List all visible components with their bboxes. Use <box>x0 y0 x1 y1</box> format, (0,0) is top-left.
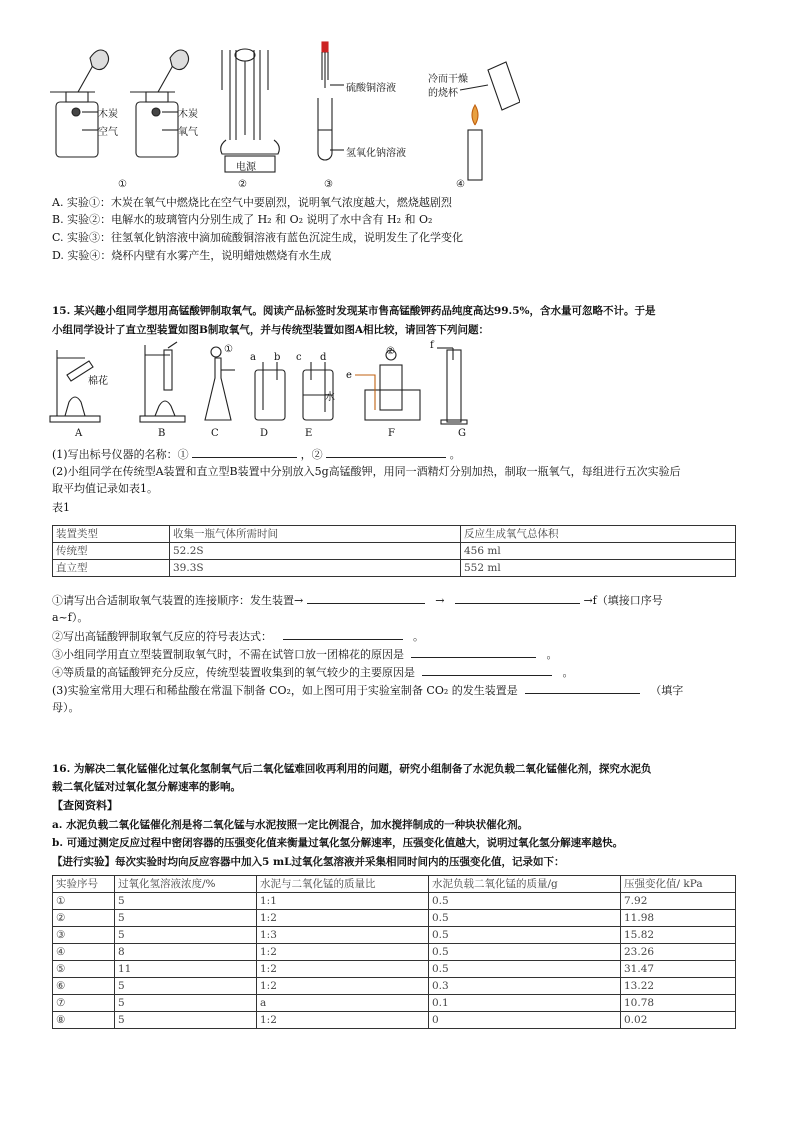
figure-number-3: ③ <box>324 179 333 190</box>
table-cell: 传统型 <box>53 543 170 560</box>
table-cell: 0.3 <box>429 978 621 995</box>
table-cell: 1:2 <box>257 1012 429 1029</box>
label-oxygen: 氧气 <box>178 127 198 138</box>
table-cell: ③ <box>53 927 115 944</box>
answer-blank-6[interactable] <box>411 647 536 658</box>
q15-stem-line-2: 小组同学设计了直立型装置如图B制取氧气，并与传统型装置如图A相比较，请回答下列问题： <box>52 324 490 336</box>
figure-number-1: ① <box>118 179 127 190</box>
table-cell: 10.78 <box>621 995 736 1012</box>
table-header-cell: 装置类型 <box>53 526 170 543</box>
table-cell: 直立型 <box>53 560 170 577</box>
table-cell: 0.5 <box>429 910 621 927</box>
figure-3-dropper-tube <box>318 42 344 160</box>
table-header-cell: 水泥负载二氧化锰的质量/g <box>429 876 621 893</box>
q15-s3 <box>52 647 558 662</box>
answer-blank-8[interactable] <box>525 683 640 694</box>
table-cell: 456 ml <box>461 543 736 560</box>
table-header-row <box>53 876 736 893</box>
table-cell: 0.5 <box>429 927 621 944</box>
table-row <box>53 1012 736 1029</box>
label-beaker-1: 冷而干燥 <box>428 74 468 85</box>
apparatus-mark-water: 水 <box>325 392 335 403</box>
apparatus-g <box>437 348 467 424</box>
table-header-cell: 收集一瓶气体所需时间 <box>170 526 461 543</box>
answer-blank-5[interactable] <box>283 629 403 640</box>
q16-stem-line-1: 16. 为解决二氧化锰催化过氧化氢制氧气后二氧化锰难回收再利用的问题，研究小组制备了水泥负载二氧化锰催化剂，探究水泥负 <box>52 763 652 775</box>
table-cell: ⑧ <box>53 1012 115 1029</box>
apparatus-label-f: F <box>388 428 395 439</box>
q15-s3-suffix: 。 <box>546 648 558 661</box>
apparatus-label-c: C <box>211 428 219 439</box>
table-cell: 1:1 <box>257 893 429 910</box>
figure-1-charcoal-oxygen <box>130 50 189 157</box>
table-row <box>53 560 736 577</box>
label-naoh: 氢氧化钠溶液 <box>346 148 406 159</box>
table-cell: ① <box>53 893 115 910</box>
q15-sub2-line-1: (2)小组同学在传统型A装置和直立型B装置中分别放入5g高锰酸钾，用同一酒精灯分别加热，制取一瓶氧气，每组进行五次实验后 <box>52 465 681 478</box>
table-cell: a <box>257 995 429 1012</box>
q15-sub1-prefix: (1)写出标号仪器的名称：① <box>52 448 189 461</box>
q15-s1-prefix: ①请写出合适制取氧气装置的连接顺序：发生装置→ <box>52 594 304 607</box>
table-cell: 0.1 <box>429 995 621 1012</box>
figure-4-candle-beaker <box>460 62 520 180</box>
figure-2-electrolysis <box>221 49 280 172</box>
table-cell: 7.92 <box>621 893 736 910</box>
q16-stem-line-2: 载二氧化锰对过氧化氢分解速率的影响。 <box>52 781 241 793</box>
table-cell: 15.82 <box>621 927 736 944</box>
q16-info-a: a. 水泥负载二氧化锰催化剂是将二氧化锰与水泥按照一定比例混合，加水搅拌制成的一种块状催化剂。 <box>52 819 529 831</box>
q15-s5 <box>52 683 683 698</box>
apparatus-mark-cotton: 棉花 <box>88 376 108 387</box>
apparatus-label-a: A <box>75 428 83 439</box>
q14-option-d: D. 实验④：烧杯内壁有水雾产生，说明蜡烛燃烧有水生成 <box>52 249 332 262</box>
label-cuso4: 硫酸铜溶液 <box>346 83 396 94</box>
table-cell: 11.98 <box>621 910 736 927</box>
q15-s1-arrow: → <box>435 594 445 607</box>
table-row <box>53 995 736 1012</box>
table-cell: 5 <box>115 910 257 927</box>
q15-table-caption: 表1 <box>52 501 70 514</box>
answer-blank-3[interactable] <box>307 593 425 604</box>
table-row <box>53 978 736 995</box>
apparatus-mark-c: c <box>296 352 302 363</box>
q15-s2 <box>52 629 424 644</box>
table-cell: 5 <box>115 995 257 1012</box>
answer-blank-7[interactable] <box>422 665 552 676</box>
table-header-row <box>53 526 736 543</box>
table-cell: 552 ml <box>461 560 736 577</box>
table-row <box>53 944 736 961</box>
table-cell: 13.22 <box>621 978 736 995</box>
table-cell: 39.3S <box>170 560 461 577</box>
label-air: 空气 <box>98 127 118 138</box>
table-cell: 5 <box>115 893 257 910</box>
table-header-cell: 水泥与二氧化锰的质量比 <box>257 876 429 893</box>
table-cell: 31.47 <box>621 961 736 978</box>
q15-sub1-suffix: 。 <box>449 448 461 461</box>
q14-option-a: A. 实验①：木炭在氧气中燃烧比在空气中要剧烈，说明氧气浓度越大，燃烧越剧烈 <box>52 196 452 209</box>
q16-experiment: 【进行实验】每次实验时均向反应容器中加入5 mL过氧化氢溶液并采集相同时间内的压强变化值，记录如下： <box>52 856 565 868</box>
apparatus-mark-a: a <box>250 352 256 363</box>
table-cell: 1:2 <box>257 961 429 978</box>
table-header-cell: 过氧化氢溶液浓度/% <box>115 876 257 893</box>
q15-s1-cont: a~f）。 <box>52 611 89 624</box>
q15-sub1-mid: ，② <box>300 448 323 461</box>
apparatus-mark-d: d <box>320 352 327 363</box>
q15-sub1 <box>52 447 461 462</box>
table-cell: 5 <box>115 927 257 944</box>
label-power: 电源 <box>236 162 256 173</box>
q15-stem-line-1: 15. 某兴趣小组同学想用高锰酸钾制取氧气。阅读产品标签时发现某市售高锰酸钾药品纯度高达99.5%，含水量可忽略不计。于是 <box>52 305 656 317</box>
apparatus-mark-e: e <box>346 370 352 381</box>
table-cell: 23.26 <box>621 944 736 961</box>
q15-s5-suffix: （填字 <box>650 684 684 697</box>
table-row <box>53 961 736 978</box>
label-beaker-2: 的烧杯 <box>428 88 458 99</box>
table-row <box>53 927 736 944</box>
q15-s1 <box>52 593 663 608</box>
table-row <box>53 543 736 560</box>
q14-option-c: C. 实验③：往氢氧化钠溶液中滴加硫酸铜溶液有蓝色沉淀生成，说明发生了化学变化 <box>52 231 464 244</box>
apparatus-mark-f: f <box>430 340 434 351</box>
answer-blank-4[interactable] <box>455 593 580 604</box>
apparatus-f <box>355 350 420 420</box>
table-cell: 0.02 <box>621 1012 736 1029</box>
answer-blank-2[interactable] <box>326 447 446 458</box>
table-cell: 0.5 <box>429 944 621 961</box>
figure-number-2: ② <box>238 179 247 190</box>
table-cell: 5 <box>115 978 257 995</box>
q15-s2-prefix: ②写出高锰酸钾制取氧气反应的符号表达式： <box>52 630 272 643</box>
apparatus-label-d: D <box>260 428 269 439</box>
table-cell: 0.5 <box>429 893 621 910</box>
q15-s2-suffix: 。 <box>413 630 424 643</box>
table-header-cell: 反应生成氧气总体积 <box>461 526 736 543</box>
apparatus-c <box>205 347 235 420</box>
table-header-cell: 实验序号 <box>53 876 115 893</box>
q15-s4-prefix: ④等质量的高锰酸钾充分反应，传统型装置收集到的氧气较少的主要原因是 <box>52 666 415 679</box>
q15-s3-prefix: ③小组同学用直立型装置制取氧气时，不需在试管口放一团棉花的原因是 <box>52 648 404 661</box>
q15-s1-suffix: →f（填接口序号 <box>583 594 663 607</box>
q14-option-b: B. 实验②：电解水的玻璃管内分别生成了 H₂ 和 O₂ 说明了水中含有 H₂ 和 O₂ <box>52 213 433 226</box>
table-cell: ⑥ <box>53 978 115 995</box>
q16-info-title: 【查阅资料】 <box>52 799 118 812</box>
apparatus-mark-b: b <box>274 352 281 363</box>
q15-table <box>52 525 736 577</box>
table-cell: 1:2 <box>257 944 429 961</box>
table-cell: ⑤ <box>53 961 115 978</box>
table-header-cell: 压强变化值/ kPa <box>621 876 736 893</box>
table-cell: ④ <box>53 944 115 961</box>
q16-table <box>52 875 736 1029</box>
table-cell: ② <box>53 910 115 927</box>
answer-blank-1[interactable] <box>192 447 297 458</box>
apparatus-b <box>140 342 185 422</box>
apparatus-label-e: E <box>305 428 313 439</box>
table-cell: 1:2 <box>257 978 429 995</box>
figure-number-4: ④ <box>456 179 465 190</box>
table-row <box>53 893 736 910</box>
label-charcoal-1: 木炭 <box>98 109 118 120</box>
q15-sub2-line-2: 取平均值记录如表1。 <box>52 482 158 495</box>
label-charcoal-2: 木炭 <box>178 109 198 120</box>
table-cell: 1:3 <box>257 927 429 944</box>
q15-s4 <box>52 665 574 680</box>
apparatus-d <box>255 362 285 420</box>
table-cell: 5 <box>115 1012 257 1029</box>
apparatus-mark-2: ② <box>386 346 395 357</box>
table-cell: 1:2 <box>257 910 429 927</box>
q16-info-b: b. 可通过测定反应过程中密闭容器的压强变化值来衡量过氧化氢分解速率，压强变化值越大，说明过氧化氢分解速率越快。 <box>52 837 624 849</box>
apparatus-label-g: G <box>458 428 466 439</box>
q15-s4-suffix: 。 <box>562 666 574 679</box>
table-cell: ⑦ <box>53 995 115 1012</box>
table-cell: 0.5 <box>429 961 621 978</box>
q15-s5-cont: 母）。 <box>52 701 80 714</box>
table-cell: 0 <box>429 1012 621 1029</box>
apparatus-mark-1: ① <box>224 344 233 355</box>
q15-apparatus-figure <box>45 340 485 430</box>
apparatus-label-b: B <box>158 428 166 439</box>
table-cell: 8 <box>115 944 257 961</box>
table-cell: 11 <box>115 961 257 978</box>
table-cell: 52.2S <box>170 543 461 560</box>
q15-s5-prefix: (3)实验室常用大理石和稀盐酸在常温下制备 CO₂，如上图可用于实验室制备 CO₂ 的发生装置是 <box>52 684 518 697</box>
table-row <box>53 910 736 927</box>
figure-1-charcoal-air <box>50 50 109 157</box>
